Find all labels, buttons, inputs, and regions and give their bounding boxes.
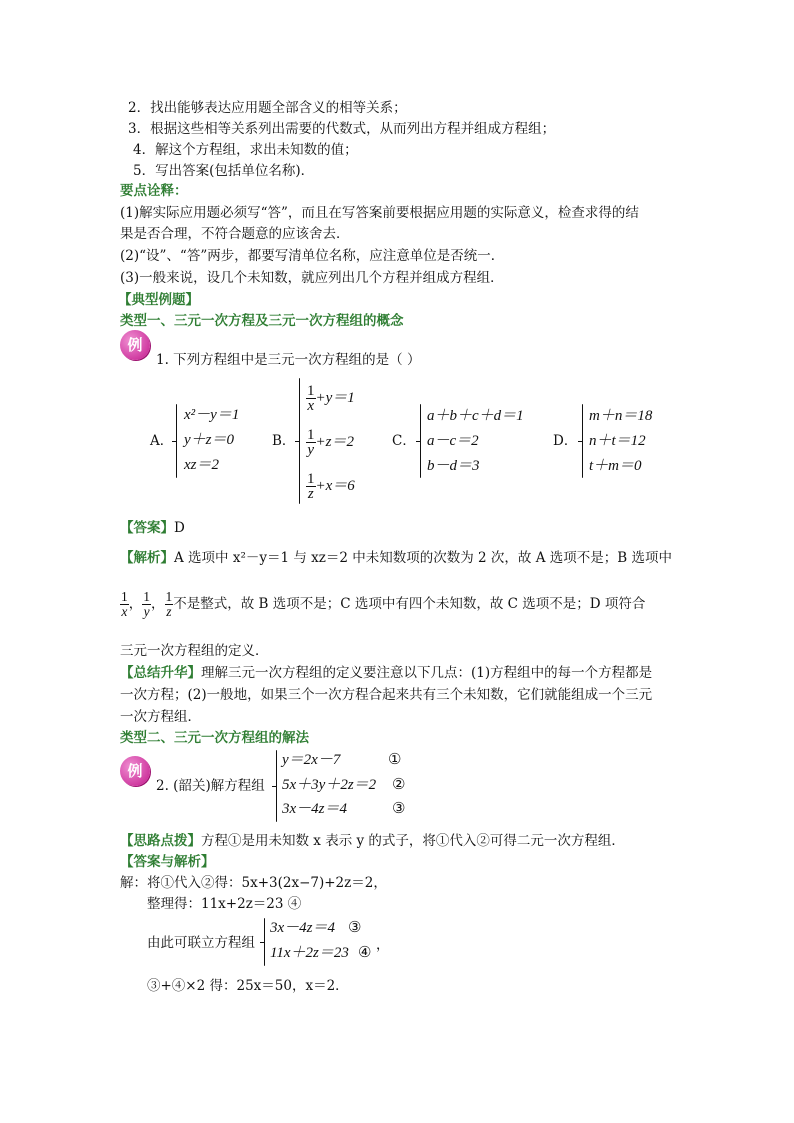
solution-line-3: 由此可联立方程组 [147,935,255,951]
summary-line-2: 一次方程；(2)一般地，如果三个一次方程合起来共有三个未知数，它们就能组成一个三元 [120,687,653,703]
sub-mark-4: ④ [358,945,372,961]
option-b-eq1: $\frac{1}{x}$ +y＝1 [307,383,355,414]
type1-heading: 类型一、三元一次方程及三元一次方程组的概念 [120,313,404,329]
fraction: $\frac{1}{x}$ [307,383,315,414]
note-1b: 果是否合理，不符合题意的应该舍去． [120,226,350,242]
q2-eq2: 5x＋3y＋2z＝2 [282,777,377,793]
hint-line: 【思路点拨】方程①是用未知数 x 表示 y 的式子，将①代入②可得二元一次方程组． [120,833,625,849]
summary-line-1: 【总结升华】理解三元一次方程组的定义要注意以下几点：(1)方程组中的每一个方程都是 [120,665,653,681]
q2-mark-3: ③ [392,801,406,817]
option-b-eq2: $\frac{1}{y}$ +z＝2 [307,427,354,458]
summary-tag: 【总结升华】 [120,665,201,681]
answer-analysis-tag: 【答案与解析】 [120,854,215,870]
fraction: $\frac{1}{y}$ [307,427,315,458]
option-b-eq3: $\frac{1}{z}$ +x＝6 [307,471,355,502]
note-3: (3)一般来说，设几个未知数，就应列出几个方程并组成方程组． [120,270,504,286]
option-d-label: D． [553,433,578,449]
sub-mark-3: ③ [348,920,362,936]
typical-heading: 【典型例题】 [118,292,199,308]
example-badge: 例 [120,330,150,360]
fraction: $\frac{1}{y}$ [143,589,150,619]
example-badge: 例 [120,756,150,786]
step-5: 5．写出答案(包括单位名称)． [133,163,315,179]
q2-eq3: 3x－4z＝4 [282,801,347,817]
fraction: $\frac{1}{z}$ [165,589,173,619]
sub-eq1: 3x－4z＝4 [270,920,335,936]
option-c-eq3: b－d＝3 [427,458,480,474]
option-d-eq1: m＋n＝18 [589,408,653,424]
notes-heading: 要点诠释： [120,183,188,199]
sub-eq2: 11x＋2z＝23 [270,945,349,961]
option-a-eq2: y＋z＝0 [184,432,234,448]
analysis-line-3: 三元一次方程组的定义． [120,643,269,659]
summary-line-3: 一次方程组． [120,709,201,725]
brace [582,404,583,478]
fraction: $\frac{1}{x}$ [121,589,128,619]
q2-mark-1: ① [388,752,402,768]
answer-value: D [174,520,185,536]
answer-line [120,518,185,538]
analysis-line-1: 【解析】A 选项中 x²－y＝1 与 xz＝2 中未知数项的次数为 2 次，故 A 选项不是；B 选项中 [120,550,672,566]
option-c-eq1: a＋b＋c＋d＝1 [427,408,524,424]
analysis-tag: 【解析】 [120,550,174,566]
solution-line-2: 整理得：11x+2z＝23 ④ [147,896,302,912]
solution-line-1: 解：将①代入②得：5x+3(2x−7)+2z＝2， [120,875,387,891]
option-a-label: A． [150,433,174,449]
brace [264,918,265,966]
q2-stem: 2. (韶关)解方程组 [156,778,265,794]
brace [176,404,177,478]
type2-heading: 类型二、三元一次方程组的解法 [120,730,309,746]
brace [276,750,277,822]
fraction: $\frac{1}{z}$ [307,471,315,502]
step-2: 2．找出能够表达应用题全部含义的相等关系； [128,100,407,116]
option-a-eq3: xz＝2 [184,457,219,473]
option-d-eq3: t＋m＝0 [589,458,642,474]
option-a-eq1: x²－y＝1 [184,407,240,423]
note-1a: (1)解实际应用题必须写“答”，而且在写答案前要根据应用题的实际意义，检查求得的结 [120,205,639,221]
step-4: 4．解这个方程组，求出未知数的值； [133,142,358,158]
analysis-line-2: $\frac{1}{x}$ ， $\frac{1}{y}$ ， $\frac{1}{z}$ 不是整式，故 B 选项不是；C 选项中有四个未知数，故 C 选项不是；D 项符合 [121,589,646,619]
comma: ， [376,937,390,953]
q2-mark-2: ② [392,777,406,793]
option-c-label: C． [392,433,416,449]
step-3: 3．根据这些相等关系列出需要的代数式，从而列出方程并组成方程组； [128,121,556,137]
option-d-eq2: n＋t＝12 [589,433,646,449]
solution-line-4: ③+④×2 得：25x＝50，x＝2． [147,978,349,994]
q1-stem: 1. 下列方程组中是三元一次方程组的是（ ） [156,352,421,368]
hint-tag: 【思路点拨】 [120,833,201,849]
q2-eq1: y＝2x－7 [282,752,341,768]
note-2: (2)“设”、“答”两步，都要写清单位名称，应注意单位是否统一． [120,248,505,264]
answer-tag: 【答案】 [120,520,174,536]
brace [420,404,421,478]
brace [299,378,300,504]
option-b-label: B． [272,433,296,449]
option-c-eq2: a－c＝2 [427,433,479,449]
